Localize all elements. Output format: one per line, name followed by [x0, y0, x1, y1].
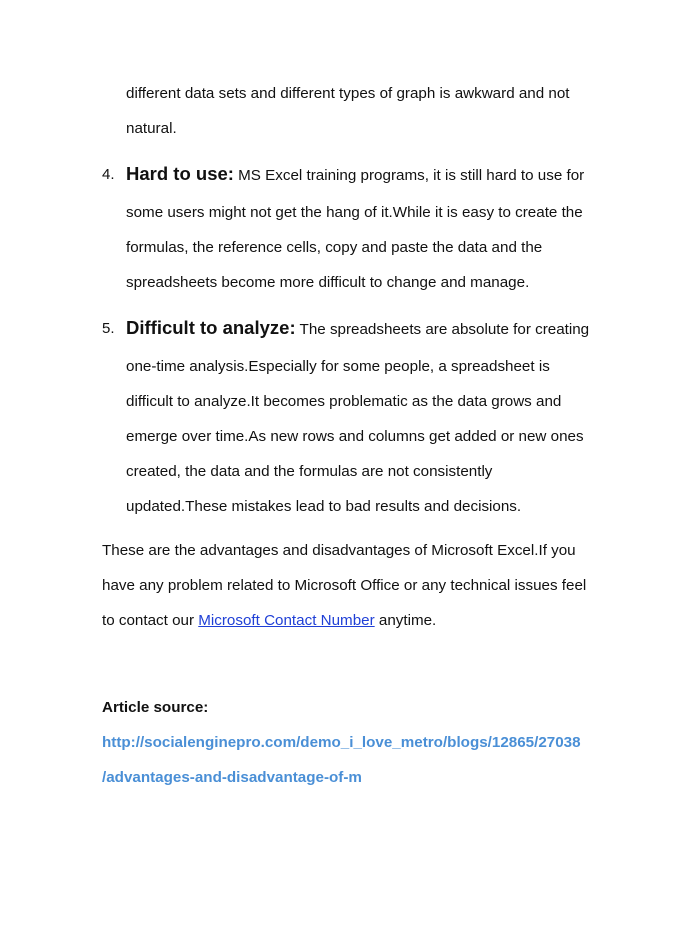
- list-item-first-line: [126, 164, 584, 186]
- list-item-text: The spreadsheets are absolute for creating: [295, 321, 590, 338]
- list-number: 5.: [102, 320, 115, 337]
- paragraph-line: [102, 541, 576, 561]
- paragraph-line: updated.These mistakes lead to bad results and decisions.: [126, 498, 522, 515]
- article-source-label: Article source:: [102, 699, 209, 716]
- list-item-heading: Difficult to analyze:: [126, 317, 296, 338]
- paragraph-line-text: These are the advantages and disadvantages of Microsoft Excel.If you: [102, 542, 576, 559]
- list-item-first-line: [126, 318, 589, 340]
- paragraph-line: formulas, the reference cells, copy and paste the data and the: [126, 239, 543, 256]
- paragraph-line: some users might not get the hang of it.While it is easy to create the: [126, 204, 583, 221]
- paragraph-line: one-time analysis.Especially for some people, a spreadsheet is: [126, 358, 550, 375]
- paragraph-text: to contact our: [102, 612, 199, 629]
- paragraph-line: emerge over time.As new rows and columns get added or new ones: [126, 428, 584, 445]
- paragraph-line: spreadsheets become more difficult to change and manage.: [126, 274, 530, 291]
- article-source-link-line1[interactable]: http://socialenginepro.com/demo_i_love_metro/blogs/12865/27038: [102, 734, 581, 751]
- paragraph-line: difficult to analyze.It becomes problematic as the data grows and: [126, 393, 562, 410]
- microsoft-contact-number-link[interactable]: Microsoft Contact Number: [198, 612, 375, 629]
- list-item-heading: Hard to use:: [126, 163, 234, 184]
- paragraph-line-text: have any problem related to Microsoft Office or any technical issues feel: [102, 577, 587, 594]
- article-source-link-line2[interactable]: /advantages-and-disadvantage-of-m: [102, 769, 362, 786]
- paragraph-line: [102, 576, 587, 596]
- paragraph-line: natural.: [126, 120, 177, 137]
- paragraph-line: created, the data and the formulas are not consistently: [126, 463, 493, 480]
- paragraph-line: different data sets and different types of graph is awkward and not: [126, 85, 570, 102]
- list-number: 4.: [102, 166, 115, 183]
- paragraph-line: [102, 611, 436, 631]
- paragraph-text: anytime.: [374, 612, 437, 629]
- list-item-text: MS Excel training programs, it is still hard to use for: [233, 167, 585, 184]
